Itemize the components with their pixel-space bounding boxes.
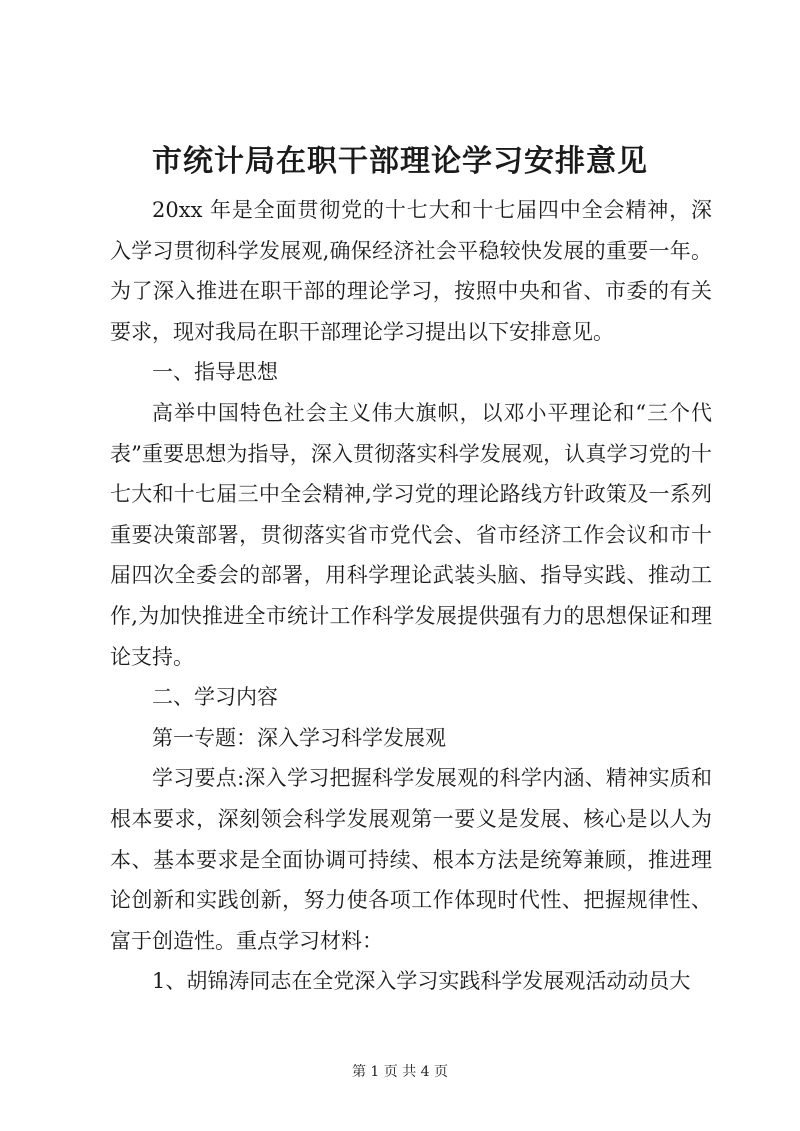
paragraph-intro: 20xx 年是全面贯彻党的十七大和十七届四中全会精神，深入学习贯彻科学发展观,确保经济社会平稳较快发展的重要一年。为了深入推进在职干部的理论学习，按照中央和省、市委的有关要求，现对我局在职干部理论学习提出以下安排意见。 bbox=[110, 198, 712, 344]
page-footer: 第 1 页 共 4 页 bbox=[351, 1064, 449, 1080]
paragraph-study-points: 学习要点:深入学习把握科学发展观的科学内涵、精神实质和根本要求，深刻领会科学发展观第一要义是发展、核心是以人为本、基本要求是全面协调可持续、根本方法是统筹兼顾，推进理论创新和实践创新，努力使各项工作体现时代性、把握规律性、富于创造性。重点学习材料： bbox=[110, 766, 712, 953]
paragraph-guiding-ideology: 高举中国特色社会主义伟大旗帜，以邓小平理论和“三个代表”重要思想为指导，深入贯彻落实科学发展观，认真学习党的十七大和十七届三中全会精神,学习党的理论路线方针政策及一系列重要决策部署，贯彻落实省市党代会、省市经济工作会议和市十届四次全委会的部署，用科学理论武装头脑、指导实践、推动工作,为加快推进全市统计工作科学发展提供强有力的思想保证和理论支持。 bbox=[110, 400, 712, 669]
document-title: 市统计局在职干部理论学习安排意见 bbox=[152, 144, 648, 179]
heading-guiding-ideology: 一、指导思想 bbox=[152, 360, 278, 385]
heading-topic-one: 第一专题：深入学习科学发展观 bbox=[152, 725, 446, 750]
heading-study-content: 二、学习内容 bbox=[152, 685, 278, 710]
document-body bbox=[110, 190, 712, 1002]
paragraph-material-one: 1、胡锦涛同志在全党深入学习实践科学发展观活动动员大 bbox=[152, 969, 691, 994]
